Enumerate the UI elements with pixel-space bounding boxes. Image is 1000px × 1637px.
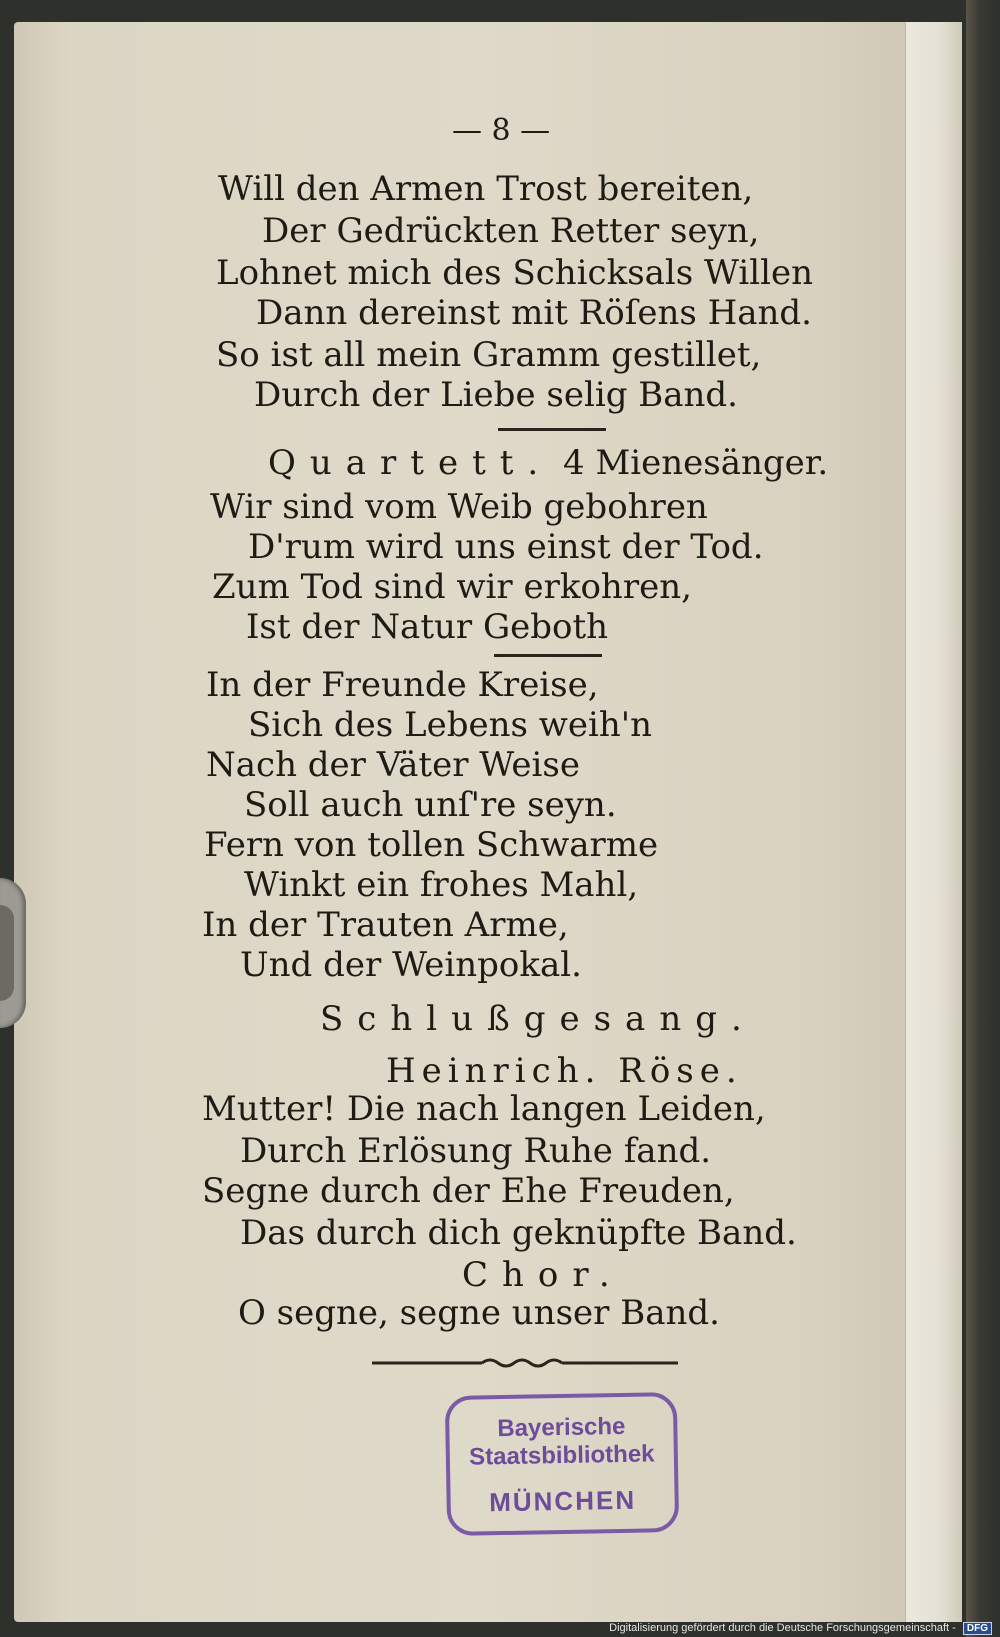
stamp-line-2: Staatsbibliothek (468, 1440, 655, 1471)
verse-line: Winkt ein frohes Mahl, (244, 865, 639, 905)
verse-line: Zum Tod sind wir erkohren, (212, 567, 692, 607)
verse-line: Soll auch unſ're seyn. (244, 785, 617, 825)
verse-line: Will den Armen Trost bereiten, (218, 169, 754, 209)
quartett-title: Quartett. (268, 443, 553, 483)
chor-label: Chor. (462, 1255, 624, 1295)
page-clip-inner (0, 905, 14, 1001)
verse-line: In der Freunde Kreise, (206, 665, 599, 705)
verse-line: Lohnet mich des Schicksals Willen (216, 253, 814, 293)
stamp-line-3: MÜNCHEN (488, 1484, 637, 1518)
verse-line: Durch der Liebe selig Band. (254, 375, 738, 415)
section-divider (498, 428, 606, 431)
book-cover-edge (966, 0, 1000, 1637)
end-ornament (372, 1356, 678, 1370)
verse-line: So ist all mein Gramm gestillet, (216, 335, 762, 375)
quartett-performers: 4 Mienesänger. (563, 443, 829, 483)
verse-line: O segne, segne unser Band. (238, 1293, 720, 1333)
section-heading (268, 443, 829, 483)
verse-line: Und der Weinpokal. (240, 945, 582, 985)
verse-line: Segne durch der Ehe Freuden, (202, 1171, 735, 1211)
verse-line: Sich des Lebens weih'n (248, 705, 653, 745)
verse-line: Das durch dich geknüpfte Band. (240, 1213, 797, 1253)
verse-line: In der Trauten Arme, (202, 905, 569, 945)
verse-line: Wir sind vom Weib gebohren (210, 487, 708, 527)
section-divider (494, 654, 602, 657)
verse-line: Fern von tollen Schwarme (204, 825, 659, 865)
dfg-logo: DFG (963, 1622, 992, 1635)
verse-line: Ist der Natur Geboth (246, 607, 609, 647)
verse-line: D'rum wird uns einst der Tod. (248, 527, 764, 567)
stamp-line-1: Bayerische (497, 1412, 626, 1443)
section-heading: Schlußgesang. (320, 999, 756, 1039)
verse-line: Der Gedrückten Retter seyn, (262, 211, 760, 251)
digitization-footer (609, 1622, 992, 1635)
footer-text: Digitalisierung gefördert durch die Deutsche Forschungsgemeinschaft - (609, 1622, 956, 1634)
page-number: — 8 — (452, 113, 551, 148)
verse-line: Mutter! Die nach langen Leiden, (202, 1089, 766, 1129)
speaker-names: Heinrich. Röse. (386, 1051, 743, 1091)
library-stamp (445, 1392, 679, 1536)
page-fore-edge (905, 22, 962, 1622)
verse-line: Durch Erlösung Ruhe fand. (240, 1131, 712, 1171)
verse-line: Dann dereinst mit Röſens Hand. (256, 293, 812, 333)
verse-line: Nach der Väter Weise (206, 745, 580, 785)
